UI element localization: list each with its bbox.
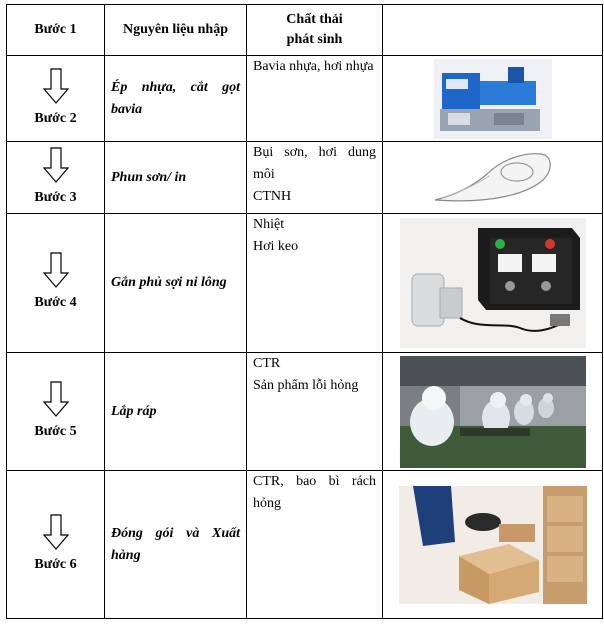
material-cell: Ép nhựa, cắt gọt bavia [105, 56, 247, 142]
down-arrow-icon [43, 514, 69, 550]
down-arrow-icon [43, 147, 69, 183]
material-cell: Gắn phủ sợi ni lông [105, 214, 247, 353]
waste-line: CTR, bao bì rách hỏng [253, 474, 376, 511]
image-cell [383, 56, 603, 142]
table-row [7, 56, 603, 142]
image-cell [383, 214, 603, 353]
step-label: Bước 5 [34, 423, 77, 439]
header-waste-line1: Chất thải [286, 12, 343, 27]
table-row [7, 214, 603, 353]
step-cell [7, 353, 105, 471]
material-cell: Lắp ráp [105, 353, 247, 471]
material-cell: Đóng gói và Xuất hàng [105, 471, 247, 619]
table-row [7, 142, 603, 214]
waste-cell [247, 471, 383, 619]
process-table [6, 4, 603, 619]
waste-line: Nhiệt [253, 217, 285, 232]
waste-cell [247, 214, 383, 353]
step-cell [7, 471, 105, 619]
header-waste-line2: phát sinh [286, 32, 343, 47]
step-label: Bước 2 [34, 110, 77, 126]
step-label: Bước 6 [34, 556, 77, 572]
down-arrow-icon [43, 381, 69, 417]
header-row [7, 5, 603, 56]
packing-boxes-icon [399, 486, 587, 604]
waste-cell [247, 142, 383, 214]
step-cell [7, 142, 105, 214]
waste-line: Bụi sơn, hơi dung môi [253, 145, 376, 182]
image-cell [383, 353, 603, 471]
plastic-part-icon [431, 148, 555, 208]
header-material: Nguyên liệu nhập [105, 5, 247, 56]
header-image [383, 5, 603, 56]
heating-control-box-icon [400, 218, 586, 348]
image-cell [383, 471, 603, 619]
image-cell [383, 142, 603, 214]
waste-cell [247, 353, 383, 471]
injection-molding-machine-icon [434, 59, 552, 139]
waste-line: Bavia nhựa, hơi nhựa [253, 59, 374, 74]
header-waste [247, 5, 383, 56]
waste-line: Hơi keo [253, 239, 299, 254]
step-label: Bước 4 [34, 295, 77, 310]
table-row [7, 353, 603, 471]
down-arrow-icon [43, 68, 69, 104]
waste-line: CTNH [253, 189, 292, 204]
step-cell [7, 56, 105, 142]
waste-line: CTR [253, 356, 281, 371]
table-row [7, 471, 603, 619]
material-cell: Phun sơn/ in [105, 142, 247, 214]
down-arrow-icon [43, 252, 69, 288]
step-label: Bước 3 [34, 189, 77, 205]
waste-line: Sản phẩm lỗi hỏng [253, 378, 359, 393]
step-cell [7, 214, 105, 353]
header-step: Bước 1 [7, 5, 105, 56]
assembly-line-workers-icon [400, 356, 586, 468]
waste-cell [247, 56, 383, 142]
